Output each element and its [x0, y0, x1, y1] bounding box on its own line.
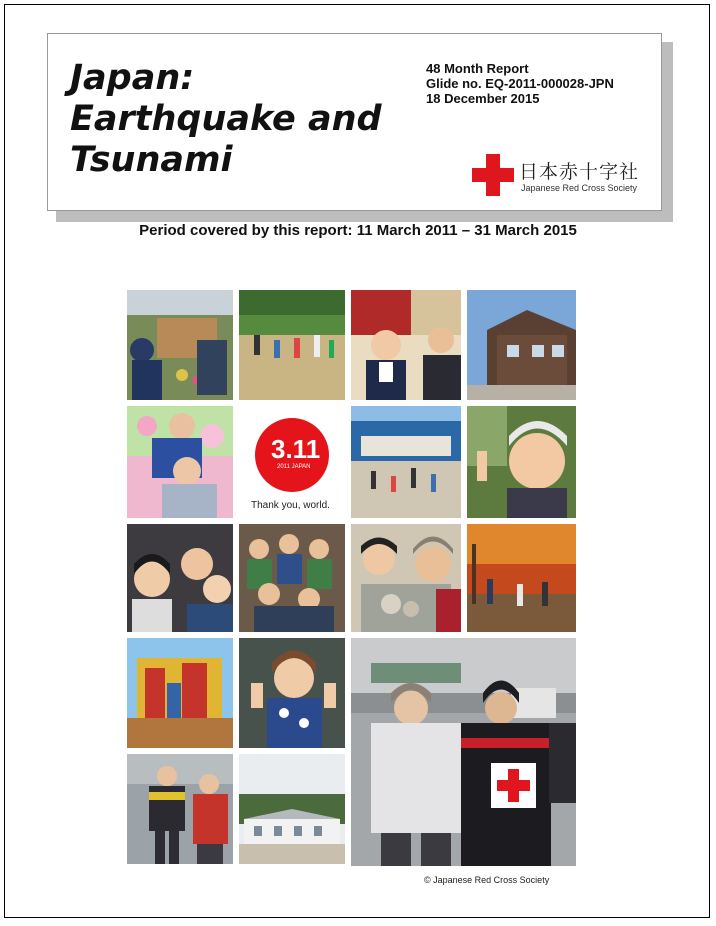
badge-number: 3.11 [271, 434, 321, 464]
photo-collage [127, 290, 576, 868]
report-meta [426, 61, 614, 106]
report-type: 48 Month Report [426, 61, 529, 76]
photo-new-housing [467, 290, 576, 400]
photo-child-peace-sign [467, 406, 576, 518]
title-line-2: Earthquake and [70, 99, 382, 139]
logo-english-name: Japanese Red Cross Society [521, 183, 638, 193]
japanese-red-cross-logo [471, 154, 646, 198]
red-cross-icon [471, 154, 515, 198]
period-covered: Period covered by this report: 11 March 2011 – 31 March 2015 [139, 222, 577, 239]
report-date: 18 December 2015 [426, 91, 540, 106]
photo-classroom-children [239, 524, 345, 632]
photo-smiling-woman [239, 638, 345, 748]
document-title [70, 58, 382, 181]
photo-autumn-hiking [467, 524, 576, 632]
photo-temporary-housing [239, 754, 345, 864]
badge-thanks-text: Thank you, world. [251, 500, 330, 511]
photo-people-outdoors [127, 754, 233, 864]
photo-women-origami [351, 524, 461, 632]
title-box [47, 33, 662, 211]
badge-subtitle: 2011 JAPAN [277, 464, 311, 470]
title-line-1: Japan: [70, 58, 195, 98]
photo-students-smiling [351, 290, 461, 400]
photo-kindergarten-yard [351, 406, 461, 518]
photo-children-looking-up [127, 524, 233, 632]
photo-thank-you-world-badge [239, 406, 345, 518]
photo-volunteer-elderly-man [351, 638, 576, 866]
photo-children-playing-field [239, 290, 345, 400]
glide-number: Glide no. EQ-2011-000028-JPN [426, 76, 614, 91]
photo-playground [127, 638, 233, 748]
copyright-notice: © Japanese Red Cross Society [424, 875, 550, 885]
logo-japanese-name: 日本赤十字社 [519, 161, 640, 183]
photo-gardening [127, 290, 233, 400]
photo-elderly-couple [127, 406, 233, 518]
title-line-3: Tsunami [70, 140, 233, 180]
